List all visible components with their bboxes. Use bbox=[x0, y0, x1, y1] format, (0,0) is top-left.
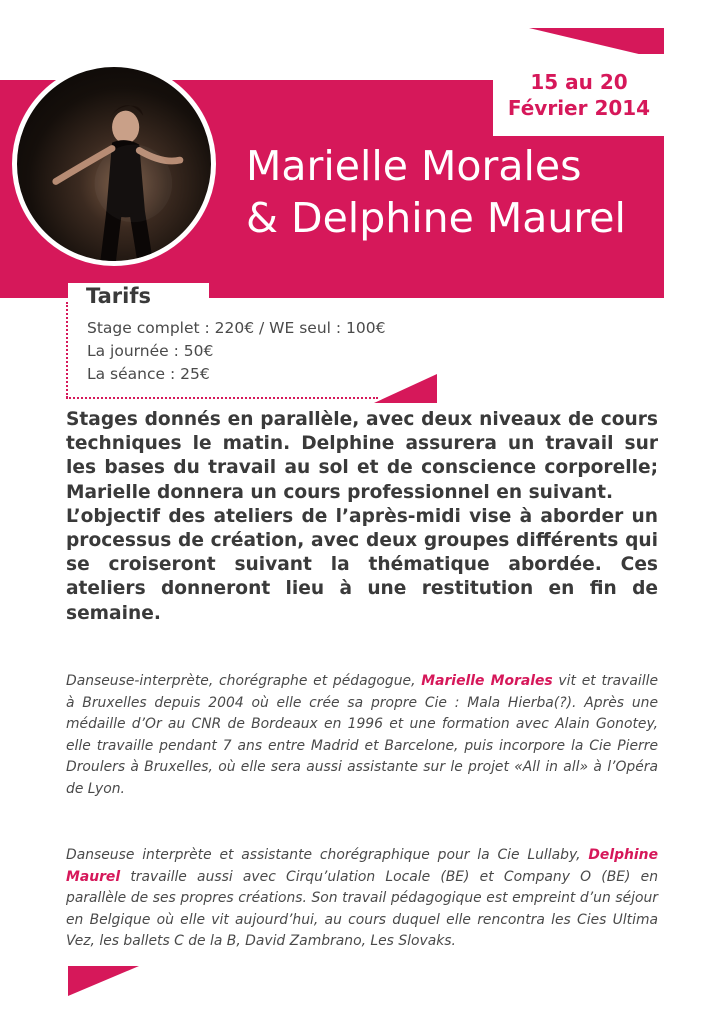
tarifs-title: Tarifs bbox=[86, 284, 151, 308]
page-title bbox=[246, 140, 626, 244]
dancer-illustration bbox=[17, 67, 211, 261]
title-line-1: Marielle Morales bbox=[246, 142, 582, 190]
bio-text: vit et travaille à Bruxelles depuis 2004 où elle crée sa propre Cie : Mala Hierba(?). Après une médaille d’Or au CNR de Bordeaux en 1996 et une formation avec Alain Gonotey, elle travaille pendant 7 ans entre Madrid et Barcelone, puis incorpore la Cie Pierre Droulers à Bruxelles, où elle sera aussi assistante sur le projet «All in all» à l’Opéra de Lyon. bbox=[66, 673, 658, 797]
tarifs-list bbox=[87, 317, 386, 386]
artist-name-highlight: Marielle Morales bbox=[421, 673, 553, 689]
tarifs-dotted-bottom-border bbox=[66, 397, 378, 399]
main-paragraph-2: L’objectif des ateliers de l’après-midi vise à aborder un processus de création, avec deux groupes différents qui se croiseront suivant la thématique abordée. Ces ateliers donneront lieu à une restitution en fin de semaine. bbox=[66, 505, 658, 624]
main-description bbox=[66, 408, 658, 626]
decorative-triangle-middle bbox=[374, 374, 437, 403]
tarif-item: La journée : 50€ bbox=[87, 342, 214, 360]
dancer-photo bbox=[12, 62, 216, 266]
tarifs-dotted-left-border bbox=[66, 302, 68, 398]
main-paragraph-1: Stages donnés en parallèle, avec deux niveaux de cours techniques le matin. Delphine assurera un travail sur les bases du travail au sol et de conscience corporelle; Marielle donnera un cours professionnel en suivant. bbox=[66, 409, 658, 503]
date-box bbox=[493, 54, 665, 136]
bio-marielle bbox=[66, 671, 658, 801]
bio-text: Danseuse interprète et assistante chorégraphique pour la Cie Lullaby, bbox=[66, 847, 589, 863]
bio-text: travaille aussi avec Cirqu’ulation Locale (BE) et Company O (BE) en parallèle de ses propres créations. Son travail pédagogique est empreint d’un séjour en Belgique où elle vit aujourd’hui, au cours duquel elle rencontra les Cies Ultima Vez, les ballets C de la B, David Zambrano, Les Slovaks. bbox=[66, 868, 658, 950]
date-line-1: 15 au 20 bbox=[530, 70, 628, 94]
tarif-item: La séance : 25€ bbox=[87, 365, 210, 383]
bio-delphine bbox=[66, 845, 658, 953]
decorative-triangle-bottom bbox=[68, 966, 139, 996]
tarif-item: Stage complet : 220€ / WE seul : 100€ bbox=[87, 319, 386, 337]
artist-name-highlight: Delphine Maurel bbox=[66, 847, 658, 885]
title-line-2: & Delphine Maurel bbox=[246, 194, 626, 242]
date-line-2: Février 2014 bbox=[507, 96, 651, 120]
bio-text: Danseuse-interprète, chorégraphe et pédagogue, bbox=[66, 673, 422, 689]
